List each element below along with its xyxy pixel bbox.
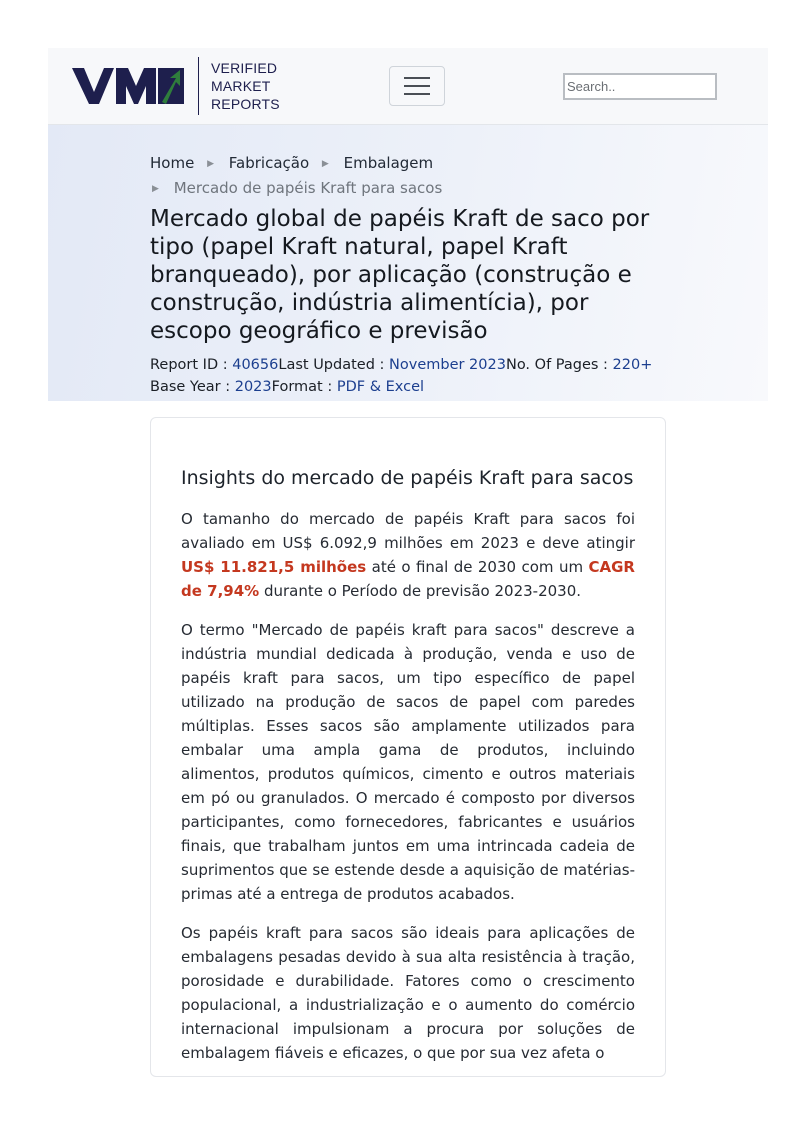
vmr-logo-mark-icon xyxy=(72,66,184,106)
breadcrumb-fabricacao-link[interactable]: Fabricação xyxy=(228,154,310,172)
logo-line: REPORTS xyxy=(211,96,280,112)
insights-heading: Insights do mercado de papéis Kraft para sacos xyxy=(181,467,634,489)
chevron-right-icon: ▶ xyxy=(207,159,214,169)
market-size-paragraph xyxy=(181,507,635,603)
paragraph-text: O tamanho do mercado de papéis Kraft para sacos foi avaliado em US$ 6.092,9 milhões em 2023 e deve atingir xyxy=(181,510,635,552)
page-title: Mercado global de papéis Kraft de saco por tipo (papel Kraft natural, papel Kraft branqueado), por aplicação (construção e construção, indústria alimentícia), por escopo geográfico e previsão xyxy=(150,206,650,344)
breadcrumb xyxy=(150,151,650,201)
format-label: Format : xyxy=(271,379,337,395)
report-hero xyxy=(48,125,768,401)
paragraph-text: durante o Período de previsão 2023-2030. xyxy=(259,582,582,600)
paragraph-text: até o final de 2030 com um xyxy=(366,558,589,576)
report-id-label: Report ID : xyxy=(150,357,233,373)
base-year-label: Base Year : xyxy=(150,379,235,395)
hamburger-line-icon xyxy=(404,93,430,95)
report-meta-row xyxy=(150,354,690,376)
hamburger-line-icon xyxy=(404,85,430,87)
report-id-value: 40656 xyxy=(232,357,279,373)
breadcrumb-home-link[interactable]: Home xyxy=(150,154,195,172)
logo-wordmark xyxy=(211,59,280,113)
logo-line: MARKET xyxy=(211,78,271,94)
pages-value: 220+ xyxy=(612,357,653,373)
search-input[interactable] xyxy=(563,73,717,100)
market-drivers-paragraph: Os papéis kraft para sacos são ideais para aplicações de embalagens pesadas devido à sua alta resistência à tração, porosidade e durabilidade. Fatores como o crescimento populacional, a industrialização e o aumento do comércio internacional impulsionam a procura por soluções de embalagem fiáveis e eficazes, o que por sua vez afeta o xyxy=(181,924,635,1062)
last-updated-label: Last Updated : xyxy=(278,357,390,373)
report-meta xyxy=(150,354,690,398)
insights-body xyxy=(181,464,635,1077)
site-header xyxy=(48,48,768,125)
breadcrumb-current: Mercado de papéis Kraft para sacos xyxy=(173,179,443,197)
last-updated-value: November 2023 xyxy=(389,357,506,373)
breadcrumb-embalagem-link[interactable]: Embalagem xyxy=(343,154,434,172)
cagr-highlight: CAGR de 7,94% xyxy=(181,558,635,600)
market-definition-paragraph: O termo "Mercado de papéis kraft para sacos" descreve a indústria mundial dedicada à produção, venda e uso de papéis kraft para sacos, um tipo específico de papel utilizado na produção de sacos de papel com paredes múltiplas. Esses sacos são amplamente utilizados para embalar uma ampla gama de produtos, incluindo alimentos, produtos químicos, cimento e outros materiais em pó ou granulados. O mercado é composto por diversos participantes, como fornecedores, fabricantes e usuários finais, que trabalham juntos em uma intrincada cadeia de suprimentos que se estende desde a aquisição de matérias-primas até a entrega de produtos acabados. xyxy=(181,621,635,903)
chevron-right-icon: ▶ xyxy=(152,184,159,194)
hamburger-menu-button[interactable] xyxy=(389,66,445,106)
logo-line: VERIFIED xyxy=(211,60,278,76)
logo-divider xyxy=(198,57,199,115)
report-meta-row xyxy=(150,376,690,398)
base-year-value: 2023 xyxy=(234,379,272,395)
format-value: PDF & Excel xyxy=(336,379,425,395)
chevron-right-icon: ▶ xyxy=(321,159,329,169)
hamburger-line-icon xyxy=(404,77,430,79)
breadcrumb-current-row xyxy=(150,176,650,201)
insights-card xyxy=(150,417,666,1077)
pages-label: No. Of Pages : xyxy=(505,357,613,373)
site-logo[interactable] xyxy=(72,56,280,116)
market-value-highlight: US$ 11.821,5 milhões xyxy=(181,558,367,576)
